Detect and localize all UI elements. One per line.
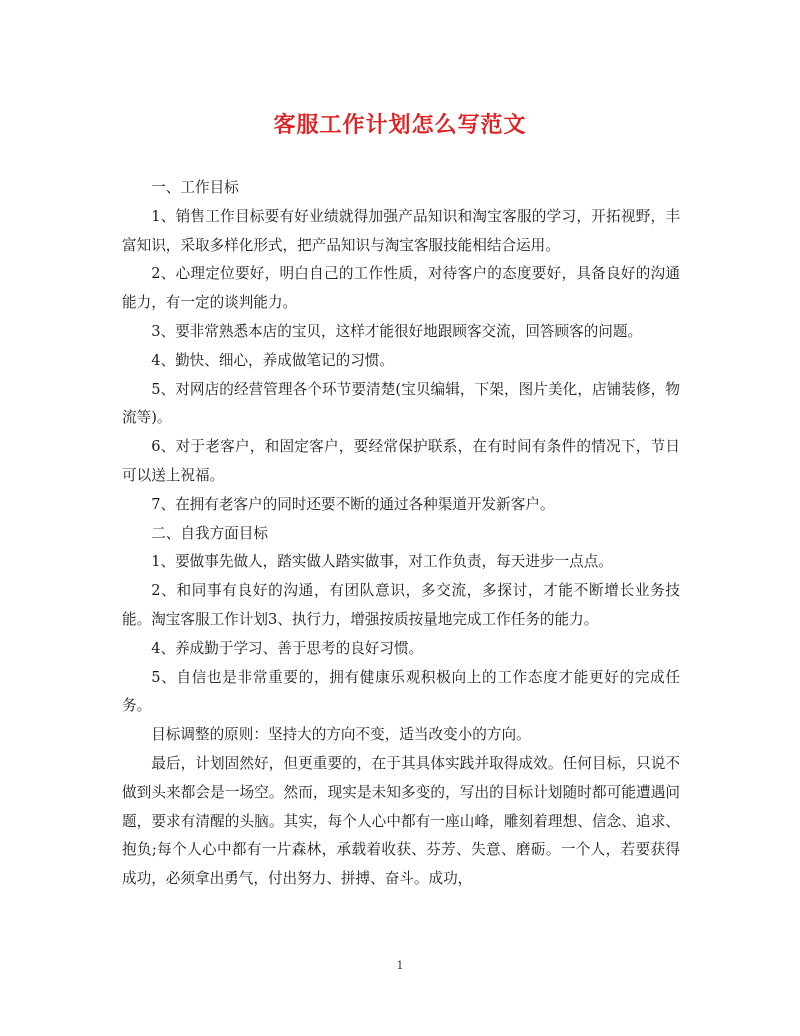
paragraph-1-3: 3、要非常熟悉本店的宝贝，这样才能很好地跟顾客交流，回答顾客的问题。 — [151, 322, 643, 340]
document-body — [122, 174, 680, 894]
paragraph-1-1: 1、销售工作目标要有好业绩就得加强产品知识和淘宝客服的学习，开拓视野，丰富知识，采取多样化形式，把产品知识与淘宝客服技能相结合运用。 — [122, 207, 680, 254]
paragraph-1-5: 5、对网店的经营管理各个环节要清楚(宝贝编辑，下架，图片美化，店铺装修，物流等)。 — [122, 380, 680, 427]
paragraph-1-2: 2、心理定位要好，明白自己的工作性质，对待客户的态度要好，具备良好的沟通能力，有一定的谈判能力。 — [122, 265, 680, 312]
paragraph-1-4: 4、勤快、细心，养成做笔记的习惯。 — [151, 351, 394, 369]
section-heading-1: 一、工作目标 — [151, 179, 239, 196]
paragraph-2-2: 2、和同事有良好的沟通，有团队意识，多交流，多探讨，才能不断增长业务技能。淘宝客服工作计划3、执行力，增强按质按量地完成工作任务的能力。 — [122, 582, 680, 628]
paragraph-principle: 目标调整的原则：坚持大的方向不变，适当改变小的方向。 — [151, 726, 531, 744]
paragraph-1-6: 6、对于老客户，和固定客户，要经常保护联系，在有时间有条件的情况下，节日可以送上祝福。 — [122, 438, 680, 484]
paragraph-2-5: 5、自信也是非常重要的，拥有健康乐观积极向上的工作态度才能更好的完成任务。 — [122, 668, 680, 715]
section-heading-2: 二、自我方面目标 — [151, 524, 268, 542]
page-number: 1 — [396, 959, 404, 972]
paragraph-2-4: 4、养成勤于学习、善于思考的良好习惯。 — [151, 639, 424, 657]
paragraph-2-1: 1、要做事先做人，踏实做人踏实做事，对工作负责，每天进步一点点。 — [151, 553, 613, 571]
document-title: 客服工作计划怎么写范文 — [273, 112, 527, 138]
paragraph-conclusion: 最后，计划固然好，但更重要的，在于其具体实践并取得成效。任何目标，只说不做到头来都会是一场空。然而，现实是未知多变的，写出的目标计划随时都可能遭遇问题，要求有清醒的头脑。其实，每个人心中都有一座山峰，雕刻着理想、信念、追求、抱负;每个人心中都有一片森林，承载着收获、芬芳、失意、磨砺。一个人，若要获得成功，必须拿出勇气，付出努力、拼搏、奋斗。成功， — [122, 754, 680, 888]
paragraph-1-7: 7、在拥有老客户的同时还要不断的通过各种渠道开发新客户。 — [151, 495, 555, 513]
